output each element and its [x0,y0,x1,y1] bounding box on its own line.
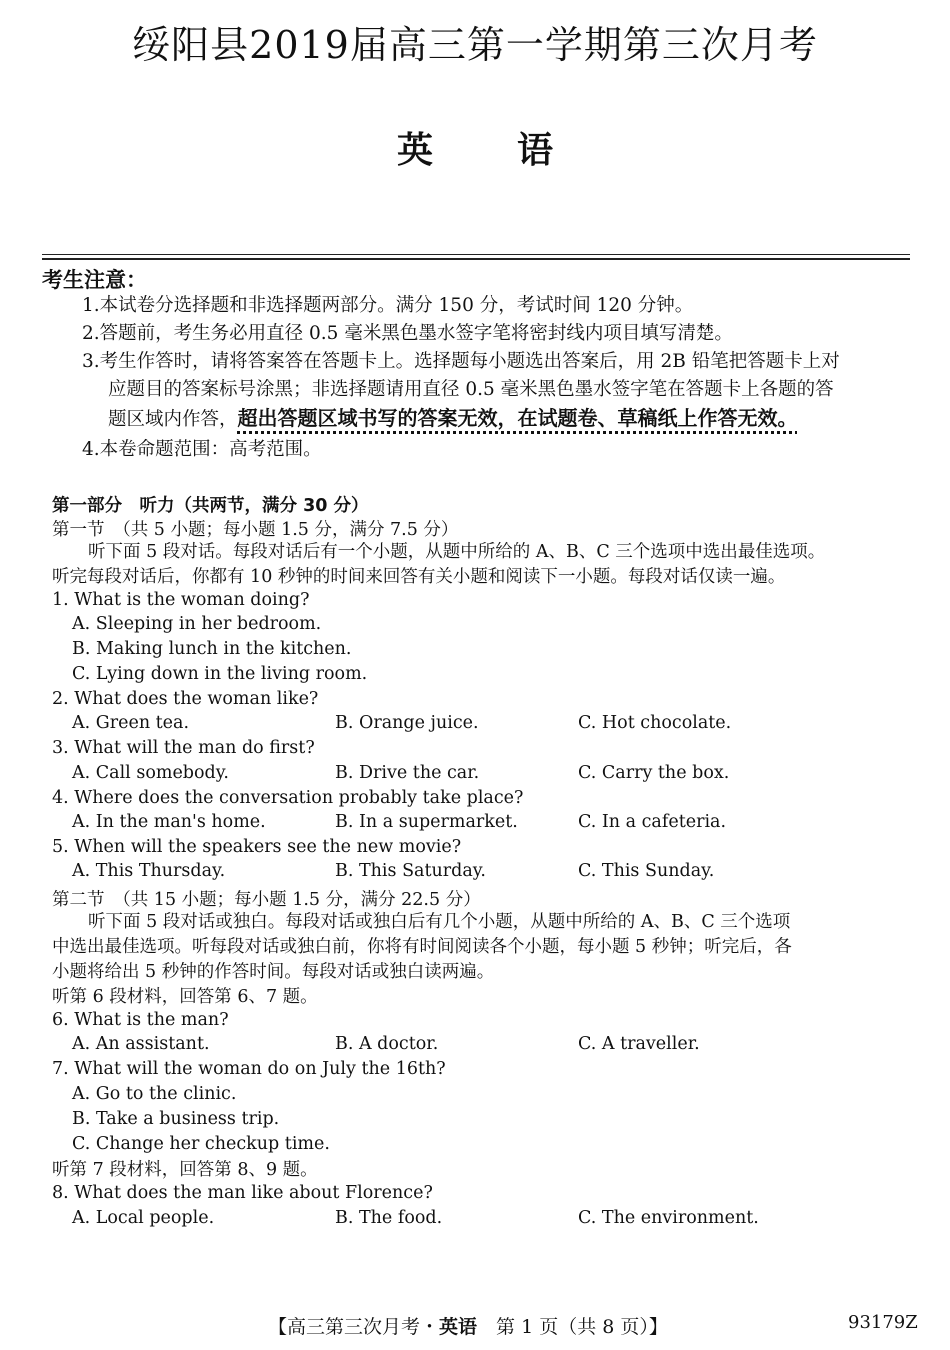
question-8-option-b: B. The food. [335,1208,443,1228]
notice-heading: 考生注意： [42,268,147,292]
question-3-option-a: A. Call somebody. [72,763,229,783]
page-footer [268,1312,668,1339]
section1-heading: 第一节 （共 5 小题；每小题 1.5 分，满分 7.5 分） [52,520,459,540]
notice-item-3-line-1: 3.考生作答时，请将答案答在答题卡上。选择题每小题选出答案后，用 2B 铅笔把答题卡上对 [82,351,840,372]
notice-item-1: 1.本试卷分选择题和非选择题两部分。满分 150 分，考试时间 120 分钟。 [82,295,694,316]
question-1-option-a: A. Sleeping in her bedroom. [72,614,322,634]
question-1-stem: 1. What is the woman doing? [52,590,310,610]
question-7-stem: 7. What will the woman do on July the 16th? [52,1059,446,1079]
question-7-option-b: B. Take a business trip. [72,1109,280,1129]
divider-thick [42,258,910,260]
question-2-option-b: B. Orange juice. [335,713,479,733]
question-2-option-a: A. Green tea. [72,713,190,733]
question-1-option-b: B. Making lunch in the kitchen. [72,639,352,659]
section2-instruction-1: 听下面 5 段对话或独白。每段对话或独白后有几个小题，从题中所给的 A、B、C 三个选项 [88,912,791,932]
subject-char-1: 英 [396,130,433,171]
question-7-option-c: C. Change her checkup time. [72,1134,330,1154]
question-4-option-c: C. In a cafeteria. [578,812,727,832]
footer-subject: 英语 [439,1316,478,1338]
notice-item-2: 2.答题前，考生务必用直径 0.5 毫米黑色墨水签字笔将密封线内项目填写清楚。 [82,323,733,344]
question-4-option-b: B. In a supermarket. [335,812,518,832]
question-5-option-c: C. This Sunday. [578,861,715,881]
footer-page-number: 第 1 页（共 8 页）】 [477,1316,668,1338]
question-8-stem: 8. What does the man like about Florence? [52,1183,433,1203]
question-8-option-c: C. The environment. [578,1208,759,1228]
notice-item-3 [82,348,912,434]
question-6-stem: 6. What is the man? [52,1010,229,1030]
section2-instruction-2: 中选出最佳选项。听每段对话或独白前，你将有时间阅读各个小题，每小题 5 秒钟；听完后，各 [52,937,792,957]
footer-exam: 【高三第三次月考・ [268,1316,440,1338]
exam-title: 绥阳县2019届高三第一学期第三次月考 [132,23,818,67]
section2-heading: 第二节 （共 15 小题；每小题 1.5 分，满分 22.5 分） [52,890,481,910]
question-4-option-a: A. In the man's home. [72,812,266,832]
notice-item-3-line-3 [82,404,912,434]
question-3-stem: 3. What will the man do first? [52,738,315,758]
question-2-stem: 2. What does the woman like? [52,689,319,709]
question-8-option-a: A. Local people. [72,1208,215,1228]
paper-code: 93179Z [848,1312,918,1333]
question-2-option-c: C. Hot chocolate. [578,713,732,733]
question-6-option-a: A. An assistant. [72,1034,210,1054]
question-6-option-c: C. A traveller. [578,1034,700,1054]
notice-item-3-text: 题区域内作答， [108,409,238,430]
section1-instruction-1: 听下面 5 段对话。每段对话后有一个小题，从题中所给的 A、B、C 三个选项中选出最佳选项。 [88,542,826,562]
section1-instruction-2: 听完每段对话后，你都有 10 秒钟的时间来回答有关小题和阅读下一小题。每段对话仅读一遍。 [52,567,786,587]
divider-thin [42,254,910,255]
question-1-option-c: C. Lying down in the living room. [72,664,368,684]
subject-heading [0,122,950,173]
material-7-note: 听第 7 段材料，回答第 8、9 题。 [52,1160,318,1180]
question-4-stem: 4. Where does the conversation probably take place? [52,788,524,808]
question-6-option-b: B. A doctor. [335,1034,439,1054]
question-5-stem: 5. When will the speakers see the new movie? [52,837,462,857]
subject-char-2: 语 [517,130,554,171]
question-5-option-b: B. This Saturday. [335,861,486,881]
question-5-option-a: A. This Thursday. [72,861,226,881]
notice-item-4: 4.本卷命题范围：高考范围。 [82,439,322,460]
section2-instruction-3: 小题将给出 5 秒钟的作答时间。每段对话或独白读两遍。 [52,962,495,982]
question-7-option-a: A. Go to the clinic. [72,1084,237,1104]
question-3-option-b: B. Drive the car. [335,763,480,783]
part1-heading: 第一部分 听力（共两节，满分 30 分） [52,496,369,516]
notice-item-3-line-2: 应题目的答案标号涂黑；非选择题请用直径 0.5 毫米黑色墨水签字笔在答题卡上各题的答 [108,379,834,400]
notice-item-3-emphasis: 超出答题区域书写的答案无效，在试题卷、草稿纸上作答无效。 [237,406,798,430]
material-6-note: 听第 6 段材料，回答第 6、7 题。 [52,987,318,1007]
question-3-option-c: C. Carry the box. [578,763,730,783]
